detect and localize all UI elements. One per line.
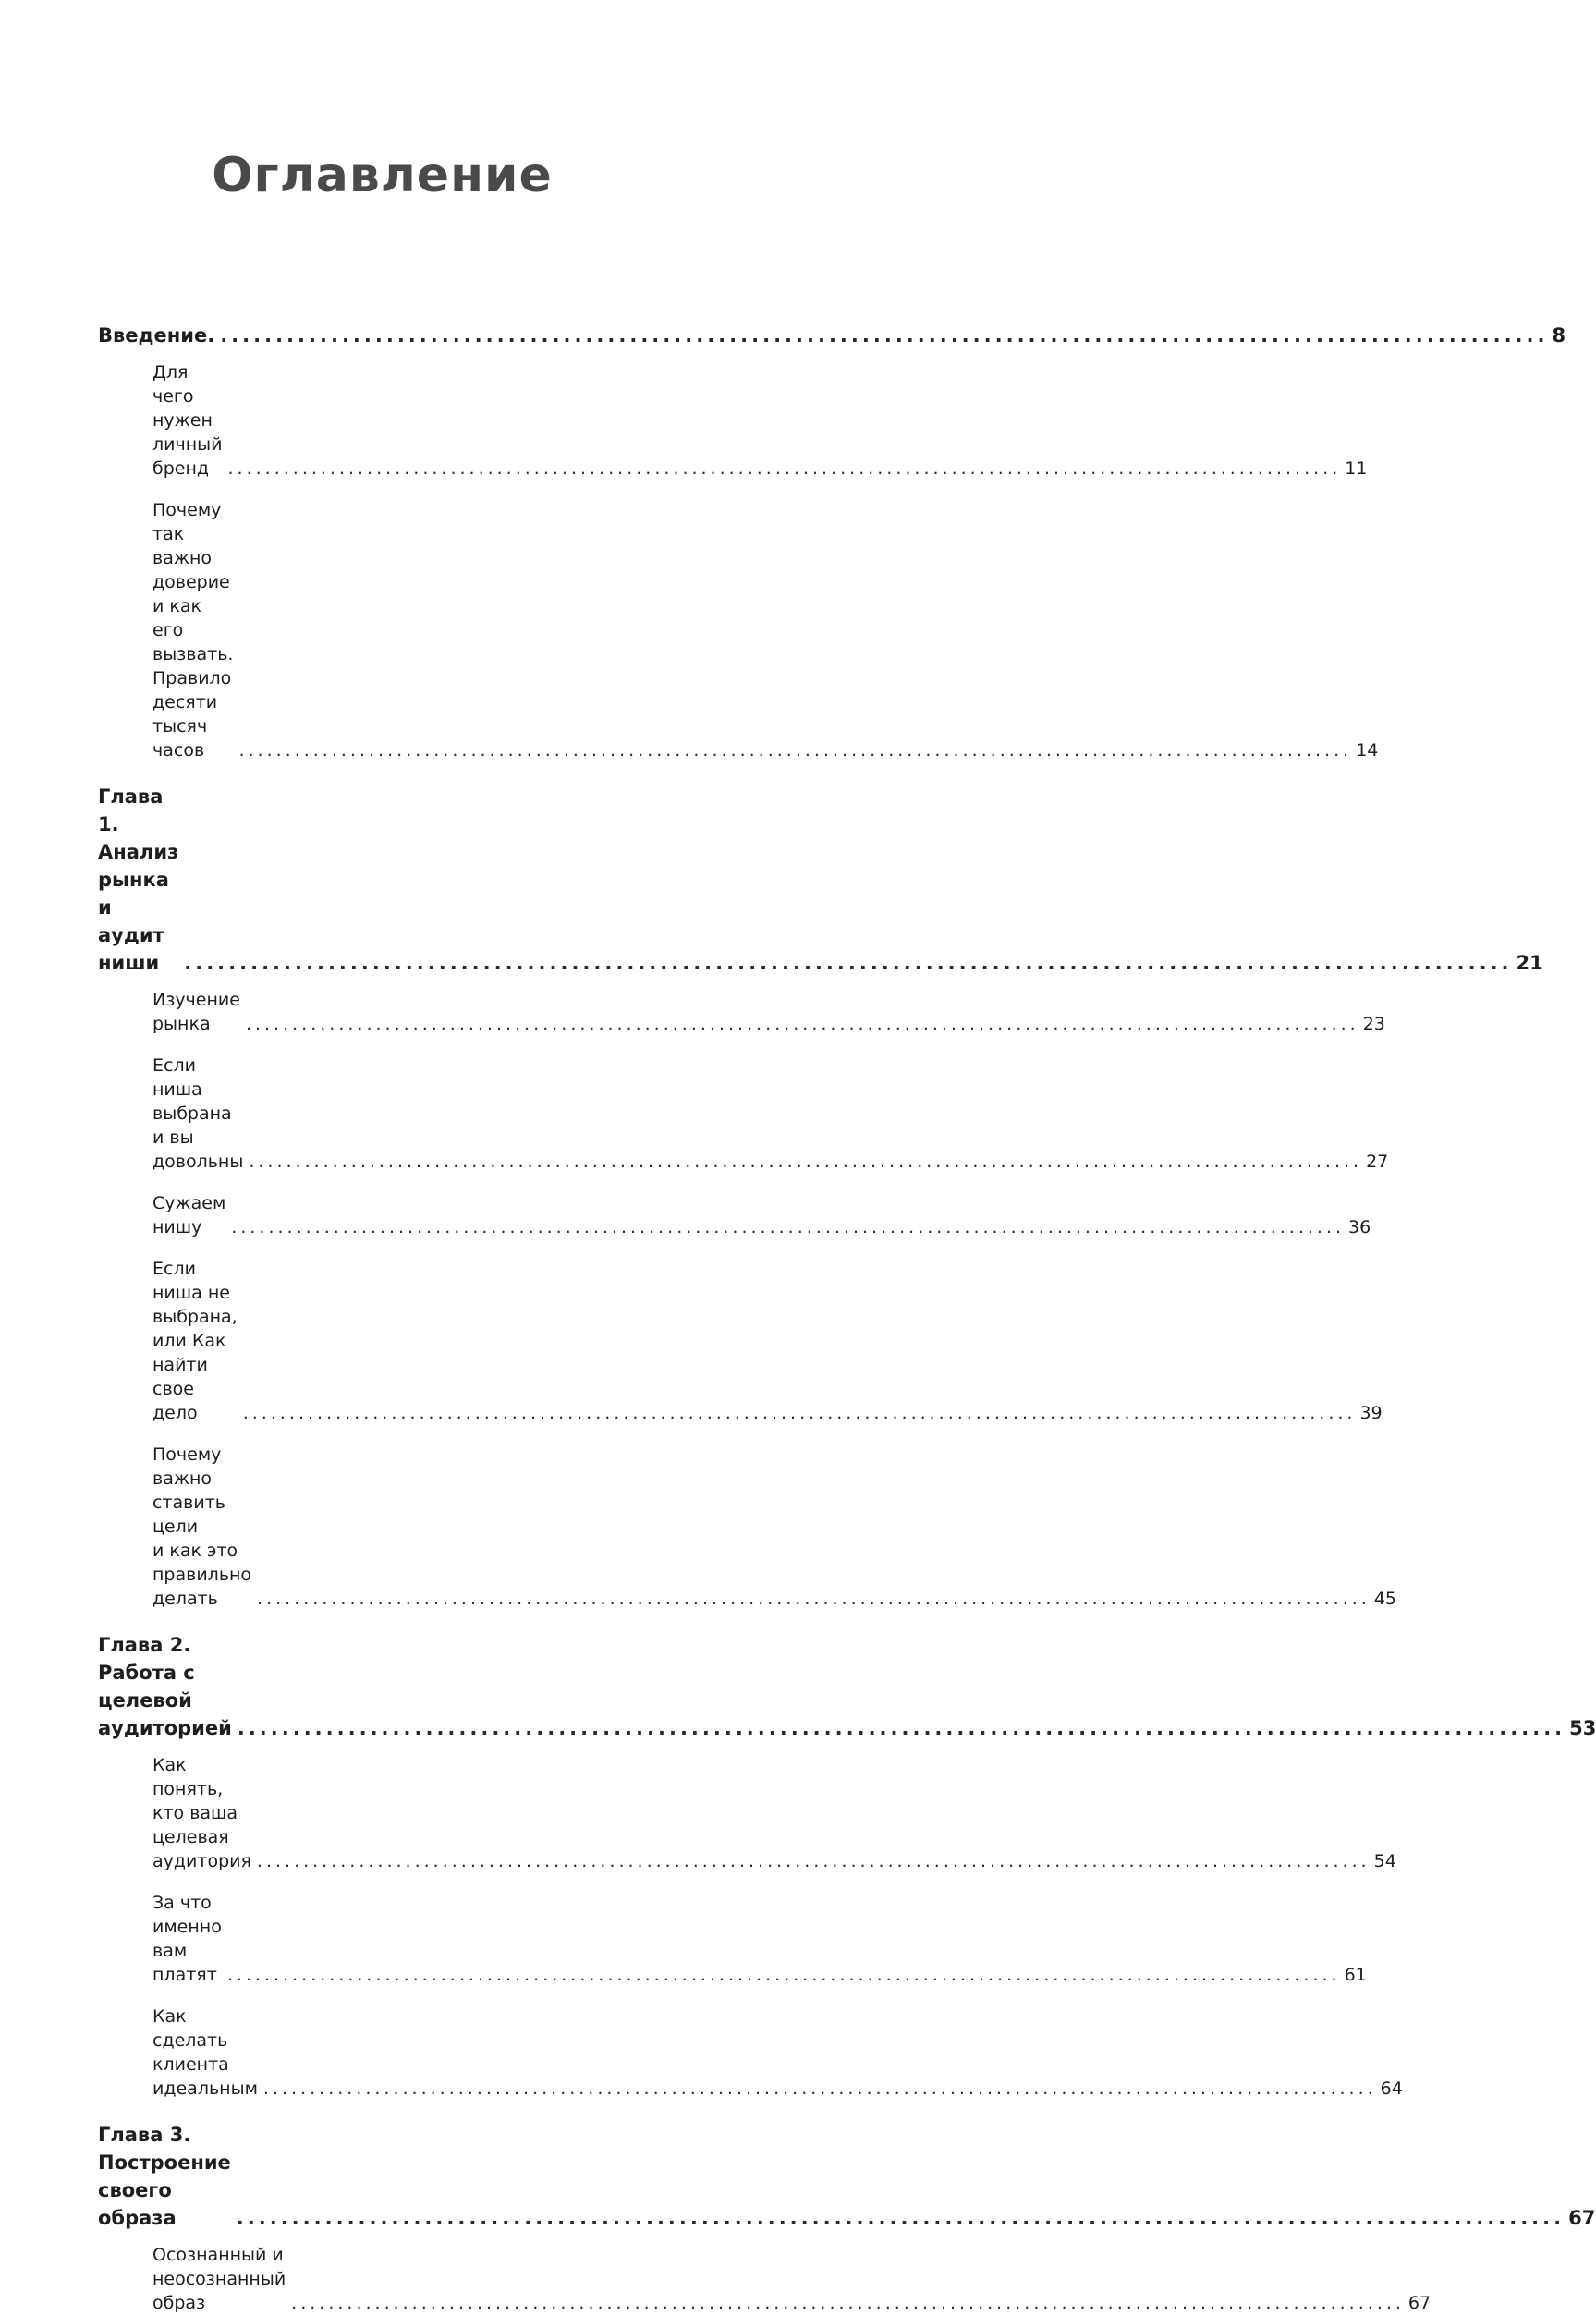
toc-entry-title: Глава 3. Построение своего образа: [98, 2124, 231, 2229]
toc-section: [98, 1054, 1389, 1174]
dot-leader: ........................................................................................................................: [238, 740, 1353, 761]
dot-leader: ........................................................................................................................: [256, 1851, 1371, 1871]
dot-leader: ........................................................................................................................: [237, 1717, 1566, 1739]
dot-leader: ........................................................................................................................: [242, 1403, 1357, 1423]
toc-section: [98, 1891, 1367, 1987]
toc-section: [98, 360, 1368, 481]
dot-leader: ........................................................................................................................: [262, 2078, 1377, 2099]
toc-page-number: 67: [1568, 2207, 1596, 2229]
dot-leader: ........................................................................................................................: [231, 1217, 1346, 1237]
dot-leader: ........................................................................................................................: [249, 1151, 1363, 1172]
toc-entry-title: Изучение рынка: [152, 990, 240, 1034]
dot-leader: ........................................................................................................................: [220, 324, 1549, 347]
dot-leader: ........................................................................................................................: [245, 1014, 1359, 1034]
toc-section: [98, 988, 1385, 1036]
toc-entry-title: Для чего нужен личный бренд: [152, 362, 223, 479]
dot-leader: ........................................................................................................................: [257, 1589, 1371, 1609]
toc-page-number: 36: [1348, 1217, 1371, 1237]
toc-chapter: [98, 322, 1566, 349]
toc-entry-title: Осознанный и неосознанный образ: [152, 2245, 286, 2313]
toc-entry-title: Глава 1. Анализ рынка и аудит ниши: [98, 786, 179, 974]
toc-chapter: [98, 1631, 1596, 1742]
toc-page-number: 53: [1569, 1717, 1596, 1739]
page-title: Оглавление: [212, 147, 553, 203]
toc-section: [98, 498, 1379, 762]
toc-page-number: 11: [1345, 458, 1368, 479]
toc-entry-title: Если ниша не выбрана, или Как найти свое дело: [152, 1259, 238, 1423]
toc-page-number: 27: [1366, 1151, 1389, 1172]
dot-leader: ........................................................................................................................: [291, 2293, 1405, 2313]
toc-section: [98, 1443, 1396, 1611]
toc-entry-title: За что именно вам платят: [152, 1893, 222, 1985]
toc-entry-title: Глава 2. Работа с целевой аудиторией: [98, 1634, 232, 1739]
toc-section: [98, 1257, 1383, 1425]
dot-leader: ........................................................................................................................: [227, 458, 1342, 479]
toc-page-number: 14: [1356, 740, 1379, 761]
toc-entry-title: Почему так важно доверие и как его вызвать. Правило десяти тысяч часов: [152, 500, 234, 761]
toc-page-number: 45: [1373, 1589, 1396, 1609]
dot-leader: ........................................................................................................................: [226, 1965, 1341, 1985]
dot-leader: ........................................................................................................................: [184, 952, 1513, 974]
toc-section: [98, 2004, 1403, 2101]
toc-page-number: 39: [1359, 1403, 1383, 1423]
toc-page-number: 61: [1344, 1965, 1367, 1985]
toc-page-number: 64: [1380, 2078, 1403, 2099]
toc-page-number: 21: [1516, 952, 1543, 974]
toc-entry-title: Почему важно ставить цели и как это правильно делать: [152, 1444, 252, 1609]
toc-chapter: [98, 2121, 1596, 2232]
dot-leader: ........................................................................................................................: [236, 2207, 1566, 2229]
toc-page-number: 67: [1407, 2293, 1432, 2313]
toc-section: [98, 1191, 1371, 1239]
toc-chapter: [98, 783, 1543, 977]
toc-page-number: 8: [1552, 324, 1566, 347]
toc-entry-title: Как сделать клиента идеальным: [152, 2006, 258, 2099]
toc-section: [98, 2243, 1432, 2315]
toc-entry-title: Если ниша выбрана и вы довольны: [152, 1055, 244, 1172]
toc-page-number: 23: [1362, 1014, 1385, 1034]
toc-section: [98, 1753, 1396, 1873]
table-of-contents: [98, 322, 1596, 2315]
toc-entry-title: Введение.: [98, 324, 215, 347]
toc-entry-title: Как понять, кто ваша целевая аудитория: [152, 1755, 251, 1871]
toc-entry-title: Сужаем нишу: [152, 1193, 226, 1237]
toc-page-number: 54: [1373, 1851, 1396, 1871]
